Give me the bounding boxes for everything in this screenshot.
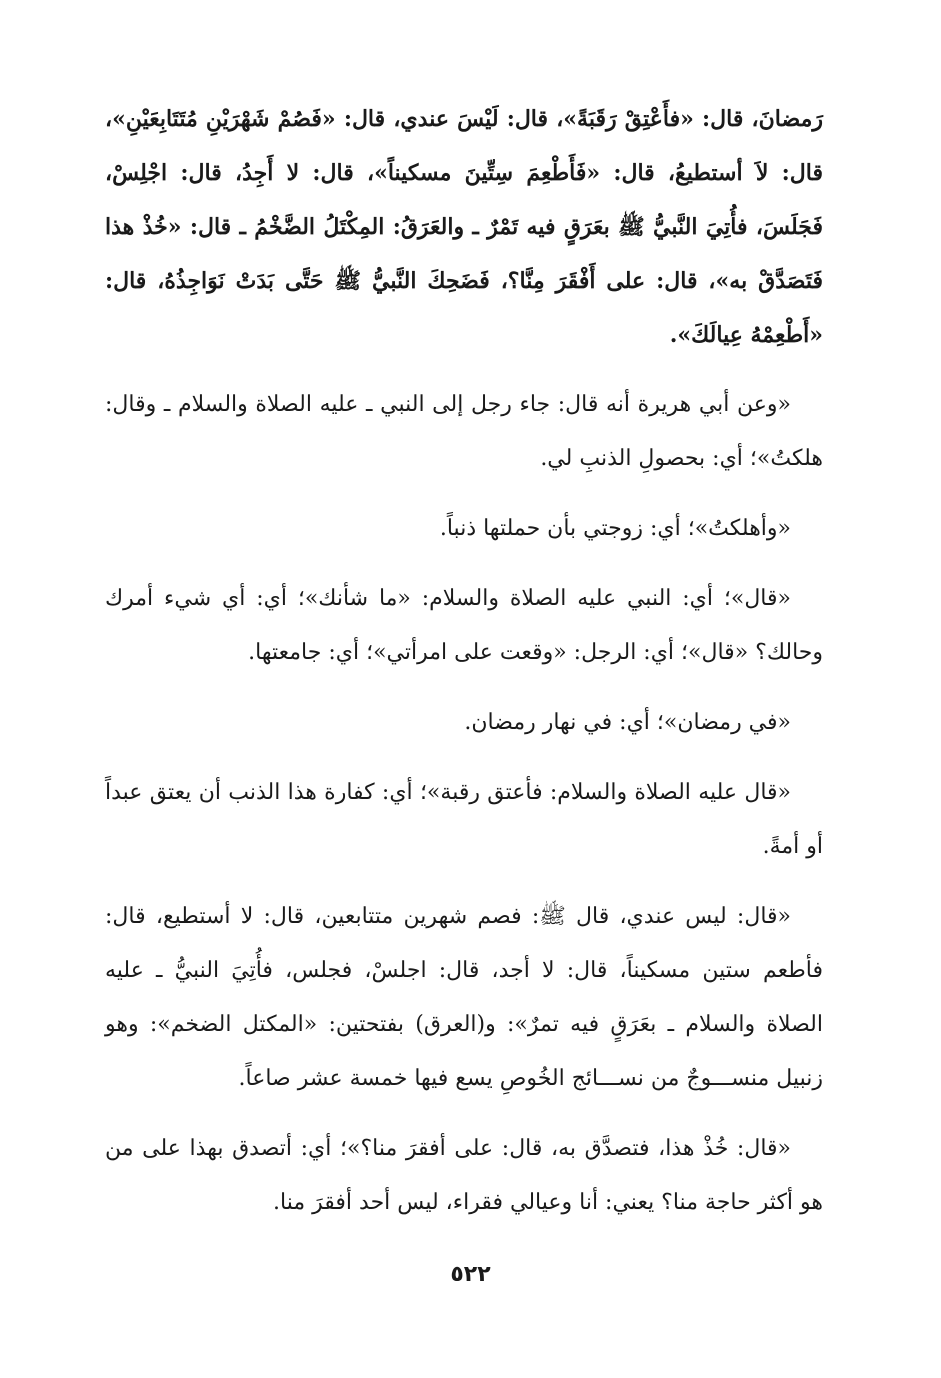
paragraph-commentary-ramadan: «في رمضان»؛ أي: في نهار رمضان.: [464, 710, 791, 735]
paragraph-commentary-raqaba: «قال عليه الصلاة والسلام: فأعتق رقبة»؛ أي: كفارة هذا الذنب أن يعتق عبداً أو أمةً.: [105, 780, 823, 859]
paragraph-commentary-afqar: «قال: خُذْ هذا، فتصدَّق به، قال: على أفقرَ منا؟»؛ أي: أتصدق بهذا على من هو أكثر حاجة منا؟ يعني: أنا وعيالي فقراء، ليس أحد أفقرَ منا.: [105, 1136, 823, 1215]
paragraph-hadith-text: رَمضانَ، قال: «فأَعْتِقْ رَقَبَةً»، قال: لَيْسَ عندي، قال: «فَصُمْ شَهْرَيْنِ مُتَتَابِعَيْنِ»، قال: لاَ أستطيعُ، قال: «فَأَطْعِمَ سِتِّينَ مسكيناً»، قال: لا أَجِدُ، قال: اجْلِسْ، فَجَلَسَ، فأُتِيَ النَّبيُّ ﷺ بعَرَقٍ فيه تَمْرٌ ـ والعَرَقُ: المِكْتَلُ الضَّخْمُ ـ قال: «خُذْ هذا فَتَصَدَّقْ به»، قال: على أَفْقَرَ مِنَّا؟، فَضَحِكَ النَّبيُّ ﷺ حَتَّى بَدَتْ نَوَاجِذُهُ، قال: «أَطْعِمْهُ عِيالَكَ».: [105, 106, 823, 348]
paragraph-commentary-qala: «قال»؛ أي: النبي عليه الصلاة والسلام: «ما شأنك»؛ أي: أي شيء أمرك وحالك؟ «قال»؛ أي: الرجل: «وقعت على امرأتي»؛ أي: جامعتها.: [105, 586, 823, 665]
page-body: [105, 92, 823, 1230]
paragraph-commentary-araq: «قال: ليس عندي، قال ﷺ: فصم شهرين متتابعين، قال: لا أستطيع، قال: فأطعم ستين مسكيناً، قال: لا أجد، قال: اجلسْ، فجلس، فأُتِيَ النبيُّ ـ عليه الصلاة والسلام ـ بعَرَقٍ فيه تمرٌ»: و(العرق) بفتحتين: «المكتل الضخم»: وهو زنبيل منســـوجٌ من نســـائج الخُوصِ يسع فيها خمسة عشر صاعاً.: [105, 904, 823, 1091]
page-number: ٥٢٢: [450, 1262, 491, 1287]
paragraph-commentary-intro: «وعن أبي هريرة أنه قال: جاء رجل إلى النبي ـ عليه الصلاة والسلام ـ وقال: هلكتُ»؛ أي: بحصولِ الذنبِ لي.: [105, 392, 823, 471]
paragraph-commentary-ahlaktu: «وأهلكتُ»؛ أي: زوجتي بأن حملتها ذنباً.: [439, 516, 791, 541]
